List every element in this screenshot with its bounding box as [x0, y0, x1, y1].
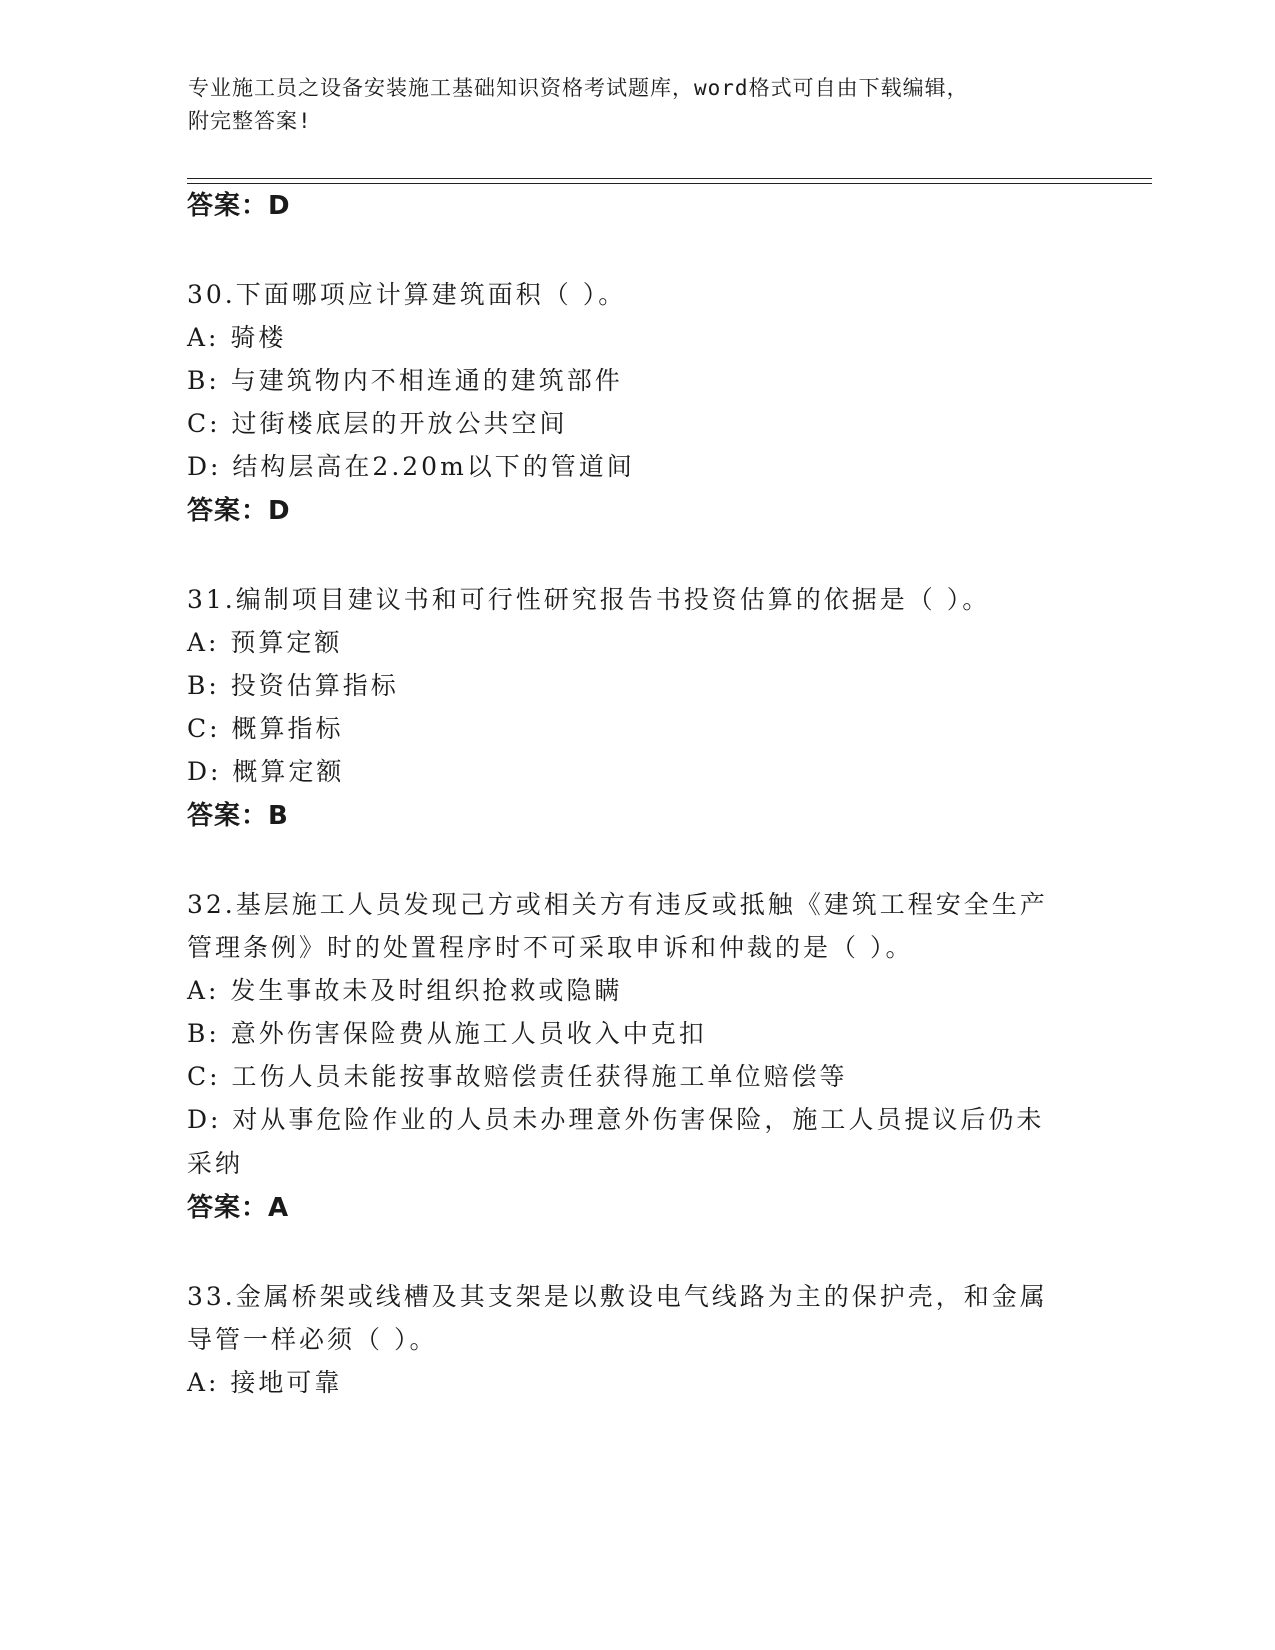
- question-31-text: 31.编制项目建议书和可行性研究报告书投资估算的依据是（ ）。: [187, 585, 991, 614]
- header-line-2: 附完整答案!: [188, 109, 312, 133]
- header-line-1: 专业施工员之设备安装施工基础知识资格考试题库，word格式可自由下载编辑，: [188, 76, 969, 100]
- header-rule-top: [187, 178, 1152, 179]
- question-32-text-1: 32.基层施工人员发现己方或相关方有违反或抵触《建筑工程安全生产: [187, 890, 1048, 919]
- header-rule-bottom: [187, 183, 1152, 184]
- question-32-answer: 答案：A: [187, 1193, 290, 1223]
- question-30-text: 30.下面哪项应计算建筑面积（ ）。: [187, 280, 627, 309]
- question-32-option-a: A: 发生事故未及时组织抢救或隐瞒: [187, 976, 623, 1005]
- question-31-answer: 答案：B: [187, 801, 289, 831]
- question-31-option-b: B: 投资估算指标: [187, 671, 399, 700]
- question-30-option-a: A: 骑楼: [187, 323, 287, 352]
- question-31-option-a: A: 预算定额: [187, 628, 343, 657]
- question-31-option-c: C: 概算指标: [187, 714, 344, 743]
- question-33-option-a: A: 接地可靠: [187, 1368, 343, 1397]
- question-32-text-2: 管理条例》时的处置程序时不可采取申诉和仲裁的是（ ）。: [187, 933, 914, 962]
- answer-prev: 答案：D: [187, 191, 291, 221]
- question-32-option-b: B: 意外伤害保险费从施工人员收入中克扣: [187, 1019, 707, 1048]
- question-32-option-c: C: 工伤人员未能按事故赔偿责任获得施工单位赔偿等: [187, 1062, 848, 1091]
- question-30-answer: 答案：D: [187, 496, 291, 526]
- question-30-option-b: B: 与建筑物内不相连通的建筑部件: [187, 366, 623, 395]
- question-33-text-2: 导管一样必须（ ）。: [187, 1325, 438, 1354]
- document-header: [188, 72, 1088, 138]
- question-30-option-c: C: 过街楼底层的开放公共空间: [187, 409, 568, 438]
- question-30-option-d: D: 结构层高在2.20m以下的管道间: [187, 452, 635, 481]
- question-32-option-d-1: D: 对从事危险作业的人员未办理意外伤害保险，施工人员提议后仍未: [187, 1105, 1045, 1134]
- question-32-option-d-2: 采纳: [187, 1149, 244, 1178]
- question-33-text-1: 33.金属桥架或线槽及其支架是以敷设电气线路为主的保护壳，和金属: [187, 1282, 1048, 1311]
- question-31-option-d: D: 概算定额: [187, 757, 345, 786]
